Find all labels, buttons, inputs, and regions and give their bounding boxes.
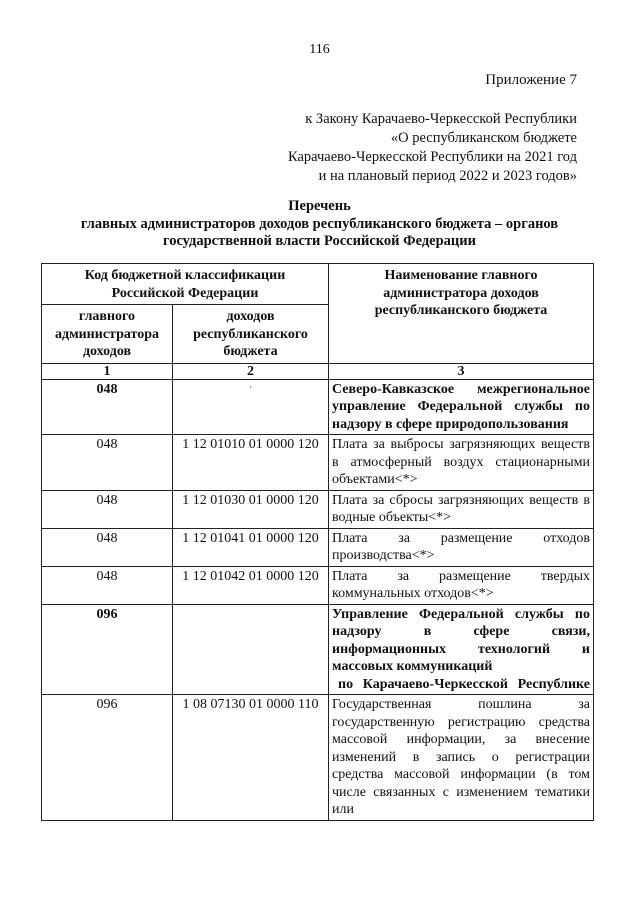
name-cell [329, 604, 594, 695]
admin-code-cell: 048 [42, 490, 173, 528]
document-title [0, 198, 639, 251]
law-reference [288, 110, 577, 186]
header-name: Наименование главного администратора доходов республиканского бюджета [329, 264, 594, 364]
income-code-cell [173, 604, 329, 695]
administrators-table [41, 263, 594, 821]
name-cell: Государственная пошлина за государственную регистрацию средства массовой информации, за внесение изменений в запись о регистрации средства массовой информации (в том числе связанных с изменением тематики или [329, 695, 594, 821]
name-cell: Плата за сбросы загрязняющих веществ в водные объекты<*> [329, 490, 594, 528]
table-row [42, 490, 594, 528]
table-row [42, 566, 594, 604]
column-number: 1 [42, 363, 173, 379]
name-cell: Плата за размещение твердых коммунальных отходов<*> [329, 566, 594, 604]
name-tail: по Карачаево-Черкесской Республике [338, 676, 590, 692]
income-code-cell: 1 12 01041 01 0000 120 [173, 528, 329, 566]
title-line: государственной власти Российской Федерации [162, 233, 477, 249]
income-code-cell: 1 12 01030 01 0000 120 [173, 490, 329, 528]
law-reference-line: и на плановый период 2022 и 2023 годов» [318, 168, 577, 184]
header-budget-classification: Код бюджетной классификации Российской Федерации [42, 264, 329, 305]
table-row [42, 604, 594, 695]
header-admin-code: главного администратора доходов [42, 305, 173, 364]
name-main: Управление Федеральной службы по надзору в сфере связи, информационных технологий и массовых коммуникаций [332, 606, 590, 674]
column-number: 2 [173, 363, 329, 379]
appendix-label: Приложение 7 [485, 72, 577, 88]
admin-code-cell: 048 [42, 435, 173, 491]
admin-code-cell: 096 [42, 604, 173, 695]
name-cell: Плата за выбросы загрязняющих веществ в атмосферный воздух стационарными объектами<*> [329, 435, 594, 491]
admin-code-cell: 048 [42, 528, 173, 566]
column-number: 3 [329, 363, 594, 379]
table-row [42, 435, 594, 491]
name-cell: Северо-Кавказское межрегиональное управление Федеральной службы по надзору в сфере природопользования [329, 379, 594, 435]
law-reference-line: «О республиканском бюджете [390, 130, 577, 146]
admin-code-cell: 096 [42, 695, 173, 821]
page-number: 116 [309, 42, 330, 57]
income-code-cell: 1 12 01042 01 0000 120 [173, 566, 329, 604]
admin-code-cell: 048 [42, 379, 173, 435]
income-code-cell: 1 08 07130 01 0000 110 [173, 695, 329, 821]
income-code-cell: 1 12 01010 01 0000 120 [173, 435, 329, 491]
table-row [42, 528, 594, 566]
name-cell: Плата за размещение отходов производства<*> [329, 528, 594, 566]
law-reference-line: к Закону Карачаево-Черкесской Республики [305, 111, 577, 127]
table-row [42, 695, 594, 821]
title-line: главных администраторов доходов республиканского бюджета – органов [80, 215, 559, 232]
table-row [42, 379, 594, 435]
law-reference-line: Карачаево-Черкесской Республики на 2021 год [287, 149, 577, 165]
admin-code-cell: 048 [42, 566, 173, 604]
header-income-code: доходов республиканского бюджета [173, 305, 329, 364]
title-line: Перечень [288, 198, 351, 214]
income-code-cell: · [173, 379, 329, 435]
